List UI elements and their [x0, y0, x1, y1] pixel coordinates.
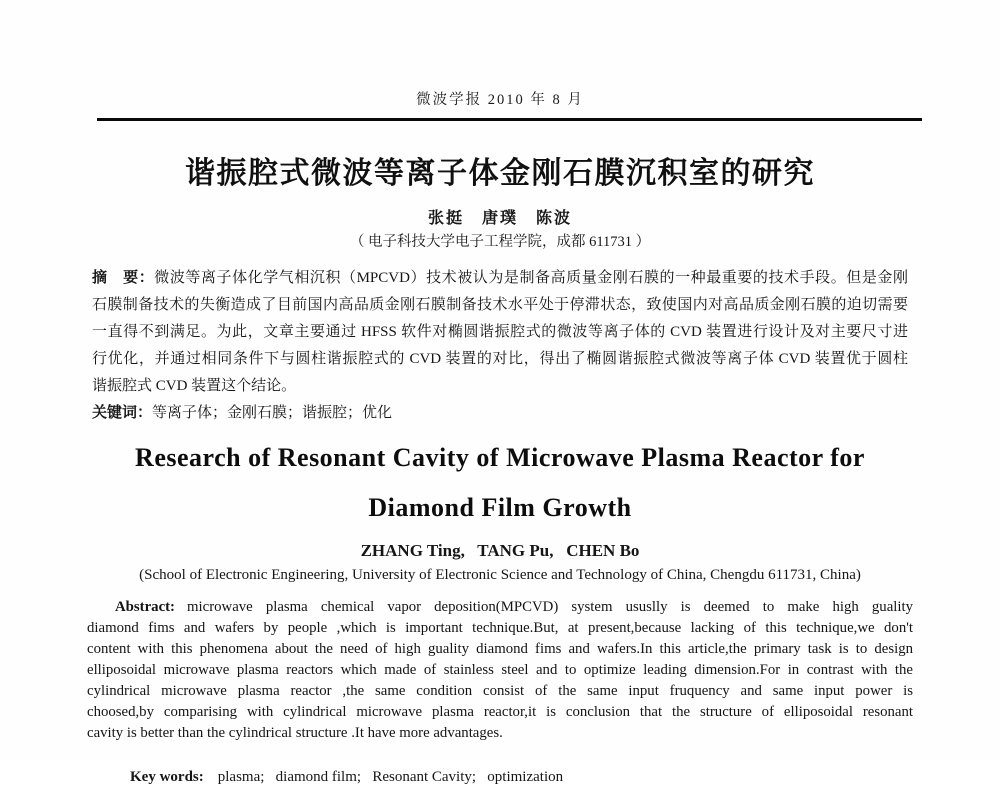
journal-header: 微波学报 2010 年 8 月 [416, 92, 584, 108]
chinese-abstract-line: 石膜制备技术的失衡造成了目前国内高品质金刚石膜制备技术水平处于停滞状态，致使国内对高品质金刚石膜的迫切需要 [92, 297, 908, 313]
english-abstract-line [87, 597, 913, 618]
english-title [40, 433, 960, 533]
chinese-keywords-text: 等离子体；金刚石膜；谐振腔；优化 [152, 405, 393, 421]
chinese-abstract-line: 一直得不到满足。为此，文章主要通过 HFSS 软件对椭圆谐振腔式的微波等离子体的 CVD 装置进行设计及对主要尺寸进 [92, 324, 908, 340]
english-abstract-line: elliposoidal microwave plasma reactors which made of stainless steel and to optimize leading dimension.For in contrast with the [87, 662, 913, 678]
chinese-abstract [92, 265, 908, 400]
english-abstract-line: choosed,by comparising with cylindrical microwave plasma reactor,it is conclusion that the structure of elliposoidal resonant [87, 704, 913, 720]
english-abstract-label: Abstract: [115, 599, 175, 615]
english-abstract-text: microwave plasma chemical vapor deposition(MPCVD) system ususlly is deemed to make high guality [187, 599, 913, 615]
english-keywords-text: plasma; diamond film; Resonant Cavity; optimization [217, 769, 564, 785]
english-authors: ZHANG Ting, TANG Pu, CHEN Bo [360, 541, 640, 560]
english-title-line2: Diamond Film Growth [368, 493, 632, 522]
english-keywords [87, 744, 913, 810]
english-abstract-line: diamond fims and wafers by people ,which is important technique.But, at present,because lacking of this technique,we don't [87, 620, 913, 636]
english-title-line1: Research of Resonant Cavity of Microwave Plasma Reactor for [135, 443, 865, 472]
chinese-abstract-line: 行优化，并通过相同条件下与圆柱谐振腔式的 CVD 装置的对比，得出了椭圆谐振腔式微波等离子体 CVD 装置优于圆柱 [92, 351, 908, 367]
chinese-abstract-label: 摘 要： [92, 270, 155, 286]
header-rule [97, 118, 922, 121]
english-abstract-line: cylindrical microwave plasma reactor ,the same condition consist of the same input fruquency and same input power is [87, 683, 913, 699]
chinese-authors: 张挺 唐璞 陈波 [427, 210, 572, 227]
chinese-title: 谐振腔式微波等离子体金刚石膜沉积室的研究 [185, 157, 815, 190]
chinese-keywords [92, 400, 908, 427]
english-keywords-label: Key words: [130, 769, 204, 785]
chinese-affiliation: （ 电子科技大学电子工程学院，成都 611731 ） [349, 234, 651, 250]
chinese-abstract-text: 微波等离子体化学气相沉积（MPCVD）技术被认为是制备高质量金刚石膜的一种最重要的技术手段。但是金刚 [154, 270, 908, 286]
english-abstract-line: cavity is better than the cylindrical structure .It have more advantages. [87, 725, 503, 741]
chinese-abstract-line [92, 265, 908, 292]
english-abstract [87, 597, 913, 744]
chinese-abstract-line: 谐振腔式 CVD 装置这个结论。 [92, 378, 297, 394]
english-affiliation: (School of Electronic Engineering, University of Electronic Science and Technology of China, Chengdu 611731, China) [139, 567, 861, 583]
chinese-keywords-label: 关键词： [92, 405, 153, 421]
english-abstract-line: content with this phenomena about the need of high guality diamond fims and wafers.In this article,the primary task is to design [87, 641, 913, 657]
